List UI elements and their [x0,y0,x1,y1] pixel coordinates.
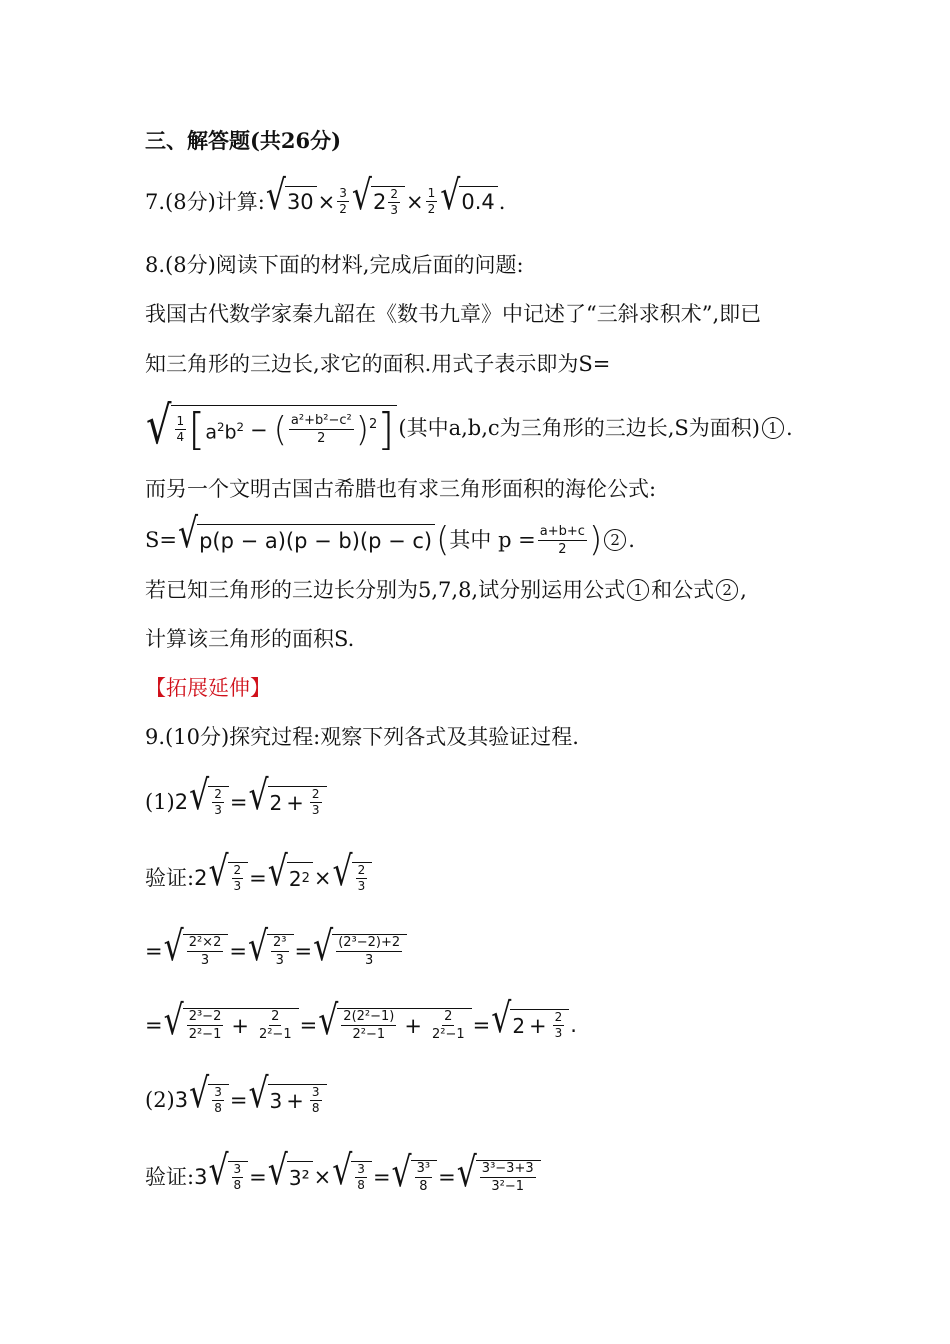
q9-verify-1-line-3: = √ $\frac{\text{2³−2}}{\text{2²−1}}$ + $\frac{2}{\text{2²−1}}$ = √ $\frac{\text{2(2²−1)}}{\text{2²−1}}$ + $\frac{2}{\text{2²−1}}$ = √ 2 + $\frac{2}{3}$ . [145,995,577,1044]
q9-part-1: (1) 2 √ $\frac{2}{3}$ = √ 2 + $\frac{2}{3}$ [145,780,328,824]
circled-2: 2 [604,529,626,551]
q8-paragraph-4: 若已知三角形的三边长分别为5,7,8,试分别运用公式 1 和公式 2 , [145,578,747,602]
circled-1: 1 [762,417,784,439]
q9-verify-1-line-1: 验证: 2 √ $\frac{2}{3}$ = √ 2 2 × √ $\frac{2}{3}$ [145,856,373,900]
question-8-intro: 8.(8分)阅读下面的材料,完成后面的问题: [145,253,524,277]
q7-expression: √ 30 × $\frac{3}{2}$ √ 2 $\frac{2}{3}$ × $\frac{1}{2}$ √ 0.4 [265,186,499,218]
q8-paragraph-1: 我国古代数学家秦九韶在《数书九章》中记述了“三斜求积术”,即已 [145,302,762,326]
qin-formula: √ $\frac{1}{4}$ [ $a^2b^2$ − ( $\frac{\text{a²+b²−c²}}{2}$ ) 2 ] [145,405,398,452]
fraction-3-2: $\frac{3}{2}$ [339,186,347,217]
extension-title: 【拓展延伸】 [145,676,271,700]
q8-paragraph-5: 计算该三角形的面积S. [145,627,355,651]
q8-formula-1: √ $\frac{1}{4}$ [ $a^2b^2$ − ( $\frac{\text{a²+b²−c²}}{2}$ ) 2 ] (其中a,b,c为三角形的三边长,S为面积) 1 . [146,395,793,456]
sqrt-mixed: √ 2 $\frac{2}{3}$ [352,186,405,218]
heron-formula: √ p(p − a)(p − b)(p − c) ( 其中 p = $\frac{a+b+c}{2}$ ) [177,510,603,560]
q9-part-2: (2) 3 √ $\frac{3}{8}$ = √ 3 + $\frac{3}{8}$ [145,1078,328,1122]
q8-formula-2: S= √ p(p − a)(p − b)(p − c) ( 其中 p = $\frac{a+b+c}{2}$ ) 2 . [145,510,635,560]
q8-paragraph-2: 知三角形的三边长,求它的面积.用式子表示即为S= [145,352,611,376]
fraction-1-2: $\frac{1}{2}$ [427,186,436,217]
q9-verify-1-line-2: = √ $\frac{\text{2²×2}}{3}$ = √ $\frac{\text{2³}}{3}$ = √ $\frac{\text{(2³−2)+2}}{3}$ [145,926,408,976]
question-7: 7.(8分)计算: √ 30 × $\frac{3}{2}$ √ 2 $\frac{2}{3}$ × $\frac{1}{2}$ √ 0.4 . [145,172,506,220]
sqrt-30: √ 30 [266,186,317,218]
q9-verify-2: 验证: 3 √ $\frac{3}{8}$ = √ 3² × √ $\frac{3}{8}$ = √ $\frac{\text{3³}}{8}$ = √ $\frac{\text{3³−3+3}}{\text{3²−1}}$ [145,1152,542,1202]
question-9-intro: 9.(10分)探究过程:观察下列各式及其验证过程. [145,725,579,749]
section-title: 三、解答题(共26分) [145,128,342,153]
q8-paragraph-3: 而另一个文明古国古希腊也有求三角形面积的海伦公式: [145,477,657,501]
sqrt-0-4: √ 0.4 [440,186,497,218]
